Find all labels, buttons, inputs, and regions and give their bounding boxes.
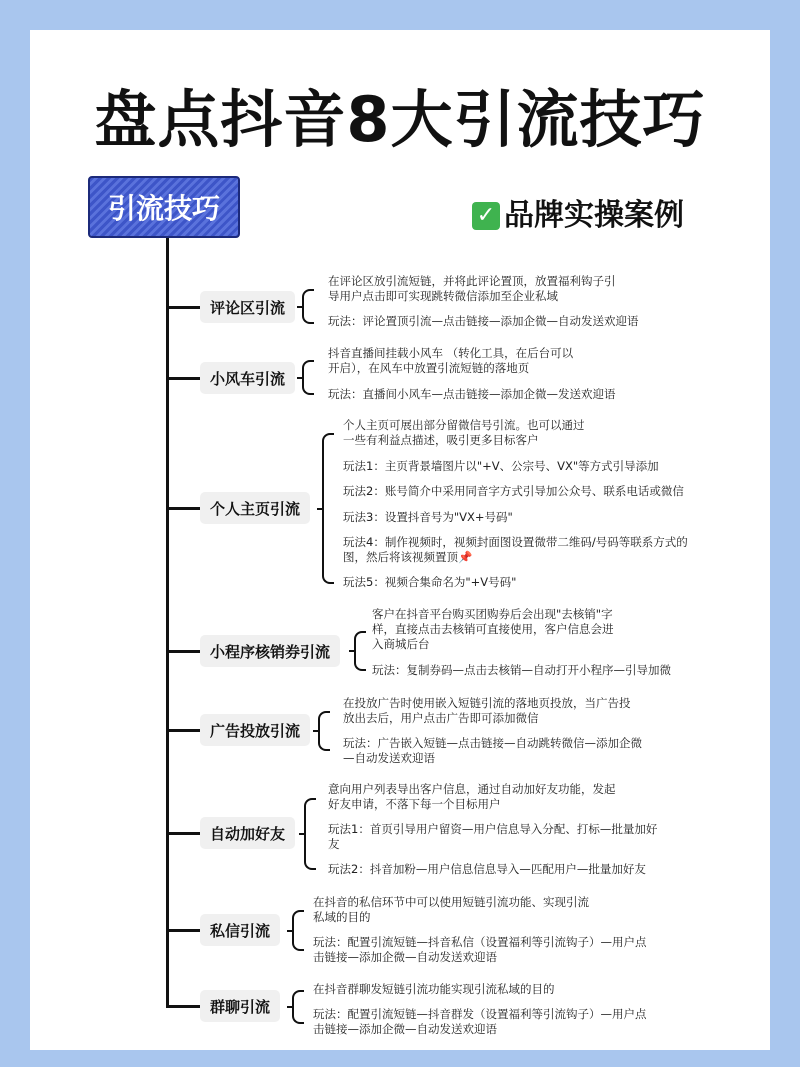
description-line: 玩法：配置引流短链—抖音私信（设置福利等引流钩子）—用户点 [313, 935, 647, 949]
brace-bracket [302, 289, 314, 324]
description-line: 玩法4：制作视频时，视频封面图设置微带二维码/号码等联系方式的 [343, 535, 688, 549]
description-line: 玩法1：主页背景墙图片以"+V、公宗号、VX"等方式引导添加 [343, 459, 659, 473]
brace-bracket [322, 433, 334, 584]
branch-connector [166, 832, 200, 835]
description-line: 个人主页可展出部分留微信号引流。也可以通过 [343, 418, 585, 432]
branch-connector [166, 929, 200, 932]
description-line: 样，直接点击去核销可直接使用，客户信息会进 [372, 622, 614, 636]
branch-connector [166, 377, 200, 380]
tree-trunk [166, 238, 169, 1008]
description-line: 玩法3：设置抖音号为"VX+号码" [343, 510, 513, 524]
description-line: 玩法：广告嵌入短链—点击链接—自动跳转微信—添加企微 [343, 736, 642, 750]
description-line: 好友申请，不落下每一个目标用户 [328, 797, 501, 811]
branch-connector [166, 1005, 200, 1008]
description-line: 在抖音群聊发短链引流功能实现引流私域的目的 [313, 982, 555, 996]
description-line: 友 [328, 837, 340, 851]
brace-bracket [304, 798, 316, 870]
node-6: 自动加好友 [200, 817, 295, 849]
branch-connector [166, 306, 200, 309]
branch-connector [166, 729, 200, 732]
description-line: 入商城后台 [372, 637, 430, 651]
brace-bracket [354, 631, 366, 671]
brace-bracket [302, 360, 314, 395]
description-line: 玩法：评论置顶引流—点击链接—添加企微—自动发送欢迎语 [328, 314, 639, 328]
description-line: 客户在抖音平台购买团购券后会出现"去核销"字 [372, 607, 613, 621]
description-line: 在投放广告时使用嵌入短链引流的落地页投放，当广告投 [343, 696, 631, 710]
node-4: 小程序核销券引流 [200, 635, 340, 667]
branch-connector [166, 507, 200, 510]
description-line: 击链接—添加企微—自动发送欢迎语 [313, 950, 497, 964]
description-line: 在评论区放引流短链，并将此评论置顶，放置福利钩子引 [328, 274, 616, 288]
page-title: 盘点抖音8大引流技巧 [94, 83, 706, 156]
node-2: 小风车引流 [200, 362, 295, 394]
case-label-text: 品牌实操案例 [504, 198, 684, 233]
branch-connector [166, 650, 200, 653]
description-line: 放出去后，用户点击广告即可添加微信 [343, 711, 539, 725]
brace-bracket [318, 711, 330, 751]
description-line: 在抖音的私信环节中可以使用短链引流功能、实现引流 [313, 895, 589, 909]
brace-bracket [292, 910, 304, 951]
brace-bracket [292, 990, 304, 1024]
description-line: 玩法2：抖音加粉—用户信息信息导入—匹配用户—批量加好友 [328, 862, 646, 876]
description-line: 意向用户列表导出客户信息，通过自动加好友功能，发起 [328, 782, 616, 796]
description-line: —自动发送欢迎语 [343, 751, 435, 765]
description-line: 开启），在风车中放置引流短链的落地页 [328, 361, 530, 375]
description-line: 击链接—添加企微—自动发送欢迎语 [313, 1022, 497, 1036]
description-line: 私域的目的 [313, 910, 371, 924]
node-5: 广告投放引流 [200, 714, 310, 746]
node-1: 评论区引流 [200, 291, 295, 323]
description-line: 玩法1：首页引导用户留资—用户信息导入分配、打标—批量加好 [328, 822, 658, 836]
description-line: 导用户点击即可实现跳转微信添加至企业私域 [328, 289, 558, 303]
node-3: 个人主页引流 [200, 492, 310, 524]
description-line: 玩法：复制券码—点击去核销—自动打开小程序—引导加微 [372, 663, 671, 677]
case-label [472, 190, 684, 234]
description-line: 玩法：配置引流短链—抖音群发（设置福利等引流钩子）—用户点 [313, 1007, 647, 1021]
description-line: 玩法：直播间小风车—点击链接—添加企微—发送欢迎语 [328, 387, 616, 401]
description-line: 玩法5：视频合集命名为"+V号码" [343, 575, 517, 589]
description-line: 玩法2：账号简介中采用同音字方式引导加公众号、联系电话或微信 [343, 484, 684, 498]
node-7: 私信引流 [200, 914, 280, 946]
description-line: 抖音直播间挂载小风车 （转化工具，在后台可以 [328, 346, 574, 360]
root-badge: 引流技巧 [88, 176, 240, 238]
check-icon: ✓ [472, 202, 500, 230]
description-line: 一些有利益点描述，吸引更多目标客户 [343, 433, 539, 447]
node-8: 群聊引流 [200, 990, 280, 1022]
description-line: 图，然后将该视频置顶📌 [343, 550, 473, 564]
